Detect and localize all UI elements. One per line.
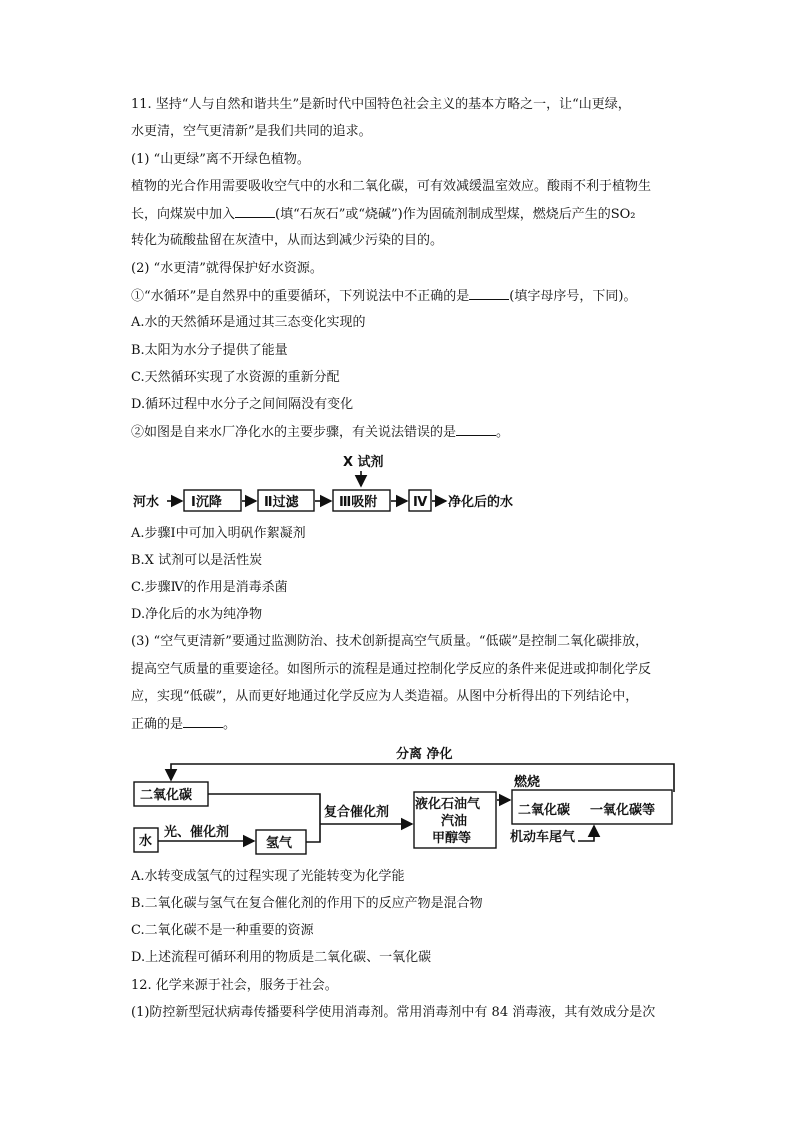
q11-part1-line3: 转化为硫酸盐留在灰渣中，从而达到减少污染的目的。	[131, 233, 444, 248]
arrow	[306, 824, 320, 842]
q11-part3-line4	[131, 715, 236, 734]
burn-label: 燃烧	[514, 775, 541, 790]
q11-part2-q2	[131, 423, 509, 442]
q11-part2-title: (2) “水更清”就得保护好水资源。	[131, 261, 323, 276]
source-label: 河水	[133, 495, 160, 510]
exhaust-label-2: 一氧化碳等	[590, 803, 656, 818]
option: C.步骤Ⅳ的作用是消毒杀菌	[131, 580, 288, 595]
co2-label: 二氧化碳	[140, 788, 193, 803]
option: D.净化后的水为纯净物	[131, 607, 263, 622]
q11-stem-line2: 水更清，空气更清新”是我们共同的追求。	[131, 124, 372, 139]
q11-stem-line1: 11. 坚持“人与自然和谐共生”是新时代中国特色社会主义的基本方略之一，让“山更绿，	[131, 97, 631, 112]
option: C.天然循环实现了水资源的重新分配	[131, 370, 340, 385]
q11-part2-q2-b: 。	[496, 425, 510, 440]
q11-part2-q1-a: ①“水循环”是自然界中的重要循环，下列说法中不正确的是	[131, 289, 470, 304]
option: B.X 试剂可以是活性炭	[131, 553, 263, 568]
products-label-2: 汽油	[441, 814, 468, 829]
q11-part1-line2-b: (填“石灰石”或“烧碱”)作为固硫剂制成型煤，燃烧后产生的SO₂	[275, 207, 636, 222]
option: A.水转变成氢气的过程实现了光能转变为化学能	[131, 869, 405, 884]
option: B.太阳为水分子提供了能量	[131, 343, 288, 358]
q11-part3-line2: 提高空气质量的重要途径。如图所示的流程是通过控制化学反应的条件来促进或抑制化学反	[131, 662, 652, 677]
q11-part1-title: (1) “山更绿”离不开绿色植物。	[131, 152, 310, 167]
water-purification-diagram	[125, 448, 545, 520]
q11-part1-line1: 植物的光合作用需要吸收空气中的水和二氧化碳，可有效减缓温室效应。酸雨不利于植物生	[131, 179, 652, 194]
vehicle-label: 机动车尾气	[510, 830, 576, 845]
q11-part3-line4-b: 。	[223, 717, 237, 732]
step1-label: Ⅰ沉降	[191, 495, 222, 510]
q11-part1-line2	[131, 205, 636, 224]
option: D.上述流程可循环利用的物质是二氧化碳、一氧化碳	[131, 950, 432, 965]
light-catalyst-label: 光、催化剂	[164, 825, 230, 840]
step2-label: Ⅱ过滤	[264, 495, 299, 510]
answer-blank[interactable]	[183, 715, 223, 728]
catalyst-label: 复合催化剂	[324, 805, 390, 820]
q11-part2-q1-b: (填字母序号，下同)。	[509, 289, 637, 304]
result-label: 净化后的水	[448, 495, 514, 510]
q11-part3-line4-a: 正确的是	[131, 717, 184, 732]
q11-part2-q1	[131, 287, 636, 306]
q11-part3-line3: 应，实现“低碳”，从而更好地通过化学反应为人类造福。从图中分析得出的下列结论中，	[131, 689, 639, 704]
option: A.水的天然循环是通过其三态变化实现的	[131, 315, 366, 330]
carbon-flow-diagram	[128, 742, 688, 862]
recycle-arrow	[171, 764, 674, 792]
answer-blank[interactable]	[469, 287, 509, 300]
arrow	[208, 794, 320, 824]
option: A.步骤Ⅰ中可加入明矾作絮凝剂	[131, 526, 306, 541]
exhaust-label-1: 二氧化碳	[518, 803, 571, 818]
q11-part1-line2-a: 长，向煤炭中加入	[131, 207, 236, 222]
separate-label: 分离 净化	[396, 747, 453, 762]
option: B.二氧化碳与氢气在复合催化剂的作用下的反应产物是混合物	[131, 896, 483, 911]
option: C.二氧化碳不是一种重要的资源	[131, 923, 314, 938]
hydrogen-label: 氢气	[266, 836, 293, 851]
vehicle-arrow	[578, 826, 594, 841]
reagent-label: X 试剂	[343, 455, 384, 470]
water-label: 水	[139, 834, 153, 849]
q11-part2-q2-a: ②如图是自来水厂净化水的主要步骤，有关说法错误的是	[131, 425, 457, 440]
step4-label: Ⅳ	[413, 495, 428, 510]
products-label-3: 甲醇等	[432, 831, 472, 846]
answer-blank[interactable]	[456, 423, 496, 436]
q11-part3-line1: (3) “空气更清新”要通过监测防治、技术创新提高空气质量。“低碳”是控制二氧化碳排放，	[131, 634, 649, 649]
q12-stem: 12. 化学来源于社会，服务于社会。	[131, 978, 338, 993]
step3-label: Ⅲ吸附	[339, 495, 378, 510]
answer-blank[interactable]	[235, 205, 275, 218]
option: D.循环过程中水分子之间间隔没有变化	[131, 397, 354, 412]
products-label-1: 液化石油气	[415, 797, 481, 812]
q12-part1: (1)防控新型冠状病毒传播要科学使用消毒剂。常用消毒剂中有 84 消毒液，其有效成分是次	[131, 1005, 656, 1020]
